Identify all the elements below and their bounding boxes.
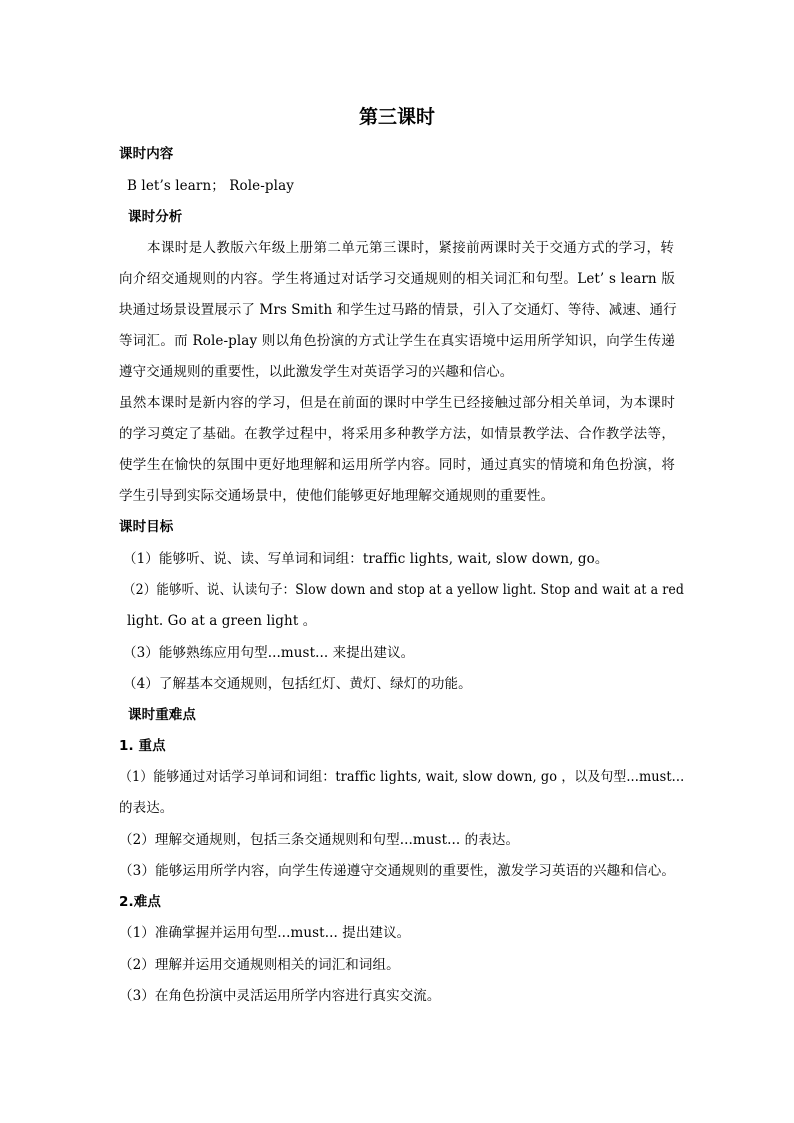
- heading-key-difficult: 课时重难点: [128, 707, 196, 723]
- key-point-item-continued: 的表达。: [119, 800, 174, 816]
- difficult-point-item: （1）准确掌握并运用句型...must... 提出建议。: [119, 925, 411, 941]
- analysis-para2-line: 虽然本课时是新内容的学习，但是在前面的课时中学生已经接触过部分相关单词，为本课时: [119, 395, 675, 411]
- document-title: 第三课时: [358, 106, 435, 128]
- difficult-point-item: （3）在角色扮演中灵活运用所学内容进行真实交流。: [119, 988, 441, 1004]
- goal-item: （3）能够熟练应用句型...must... 来提出建议。: [123, 645, 415, 661]
- heading-key-points: 1. 重点: [119, 738, 166, 754]
- difficult-point-item: （2）理解并运用交通规则相关的词汇和词组。: [119, 957, 400, 973]
- goal-item-continued: light. Go at a green light 。: [127, 613, 317, 629]
- analysis-para1-line: 本课时是人教版六年级上册第二单元第三课时，紧接前两课时关于交通方式的学习，转: [147, 240, 674, 256]
- analysis-para2-line: 学生引导到实际交通场景中，使他们能够更好地理解交通规则的重要性。: [119, 488, 555, 504]
- analysis-para1-line: 遵守交通规则的重要性，以此激发学生对英语学习的兴趣和信心。: [119, 364, 514, 380]
- heading-difficult-points: 2.难点: [119, 894, 161, 910]
- analysis-para1-line: 等词汇。而 Role-play 则以角色扮演的方式让学生在真实语境中运用所学知识，向学生传递: [119, 333, 675, 349]
- goal-item: （1）能够听、说、读、写单词和词组：traffic lights, wait, slow down, go。: [123, 551, 609, 567]
- key-point-item: （3）能够运用所学内容，向学生传递遵守交通规则的重要性，激发学习英语的兴趣和信心。: [119, 863, 676, 879]
- key-point-item: （1）能够通过对话学习单词和词组：traffic lights, wait, slow down, go ，以及句型...must...: [119, 769, 685, 785]
- heading-lesson-analysis: 课时分析: [128, 209, 183, 225]
- analysis-para2-line: 的学习奠定了基础。在教学过程中，将采用多种教学方法，如情景教学法、合作教学法等，: [119, 426, 675, 442]
- key-point-item: （2）理解交通规则，包括三条交通规则和句型...must... 的表达。: [119, 832, 520, 848]
- heading-lesson-content: 课时内容: [119, 146, 174, 162]
- analysis-para1-line: 向介绍交通规则的内容。学生将通过对话学习交通规则的相关词汇和句型。Let’ s learn 版: [119, 271, 675, 287]
- analysis-para2-line: 使学生在愉快的氛围中更好地理解和运用所学内容。同时，通过真实的情境和角色扮演，将: [119, 457, 675, 473]
- analysis-para1-line: 块通过场景设置展示了 Mrs Smith 和学生过马路的情景，引入了交通灯、等待、减速、通行: [119, 302, 677, 318]
- heading-lesson-goals: 课时目标: [119, 519, 174, 535]
- lesson-content-text: B let’s learn； Role-play: [127, 178, 294, 194]
- goal-item: （2）能够听、说、认读句子：Slow down and stop at a yellow light. Stop and wait at a red: [123, 582, 684, 598]
- goal-item: （4）了解基本交通规则，包括红灯、黄灯、绿灯的功能。: [123, 676, 472, 692]
